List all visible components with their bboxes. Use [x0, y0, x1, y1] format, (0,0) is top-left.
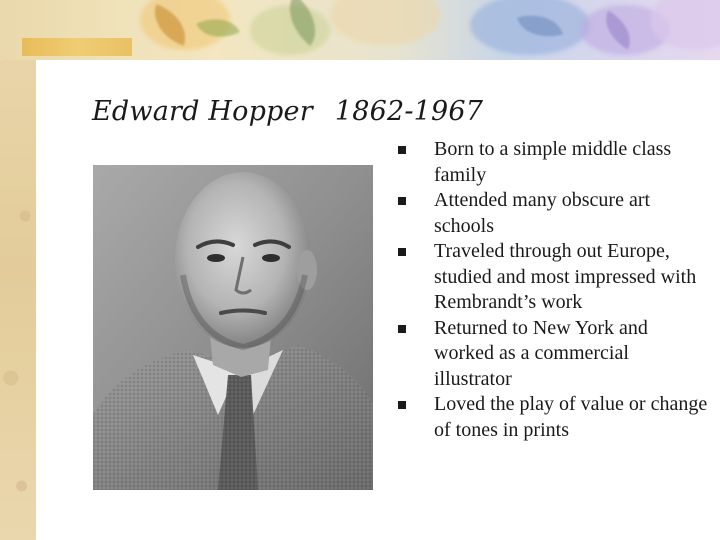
square-bullet-icon — [398, 146, 406, 154]
square-bullet-icon — [398, 325, 406, 333]
title-years: 1862-1967 — [334, 96, 484, 127]
list-item — [398, 392, 710, 443]
decorative-bar — [22, 38, 132, 56]
portrait-photo-drawing — [93, 165, 373, 490]
square-bullet-icon — [398, 197, 406, 205]
bullet-list — [398, 137, 710, 443]
bullet-text: Loved the play of value or change of tones in prints — [434, 393, 708, 441]
bullet-text: Returned to New York and worked as a commercial illustrator — [434, 316, 648, 390]
portrait-photo — [93, 165, 373, 490]
slide-title — [92, 96, 483, 127]
parchment-border — [0, 0, 36, 540]
title-name: Edward Hopper — [92, 96, 313, 127]
bullet-text: Born to a simple middle class family — [434, 138, 672, 186]
bullet-text: Traveled through out Europe, studied and most impressed with Rembrandt’s work — [434, 240, 697, 313]
list-item — [398, 316, 710, 393]
square-bullet-icon — [398, 248, 406, 256]
list-item — [398, 239, 710, 316]
square-bullet-icon — [398, 401, 406, 409]
list-item — [398, 188, 710, 239]
list-item — [398, 137, 710, 188]
bullet-text: Attended many obscure art schools — [434, 189, 651, 237]
